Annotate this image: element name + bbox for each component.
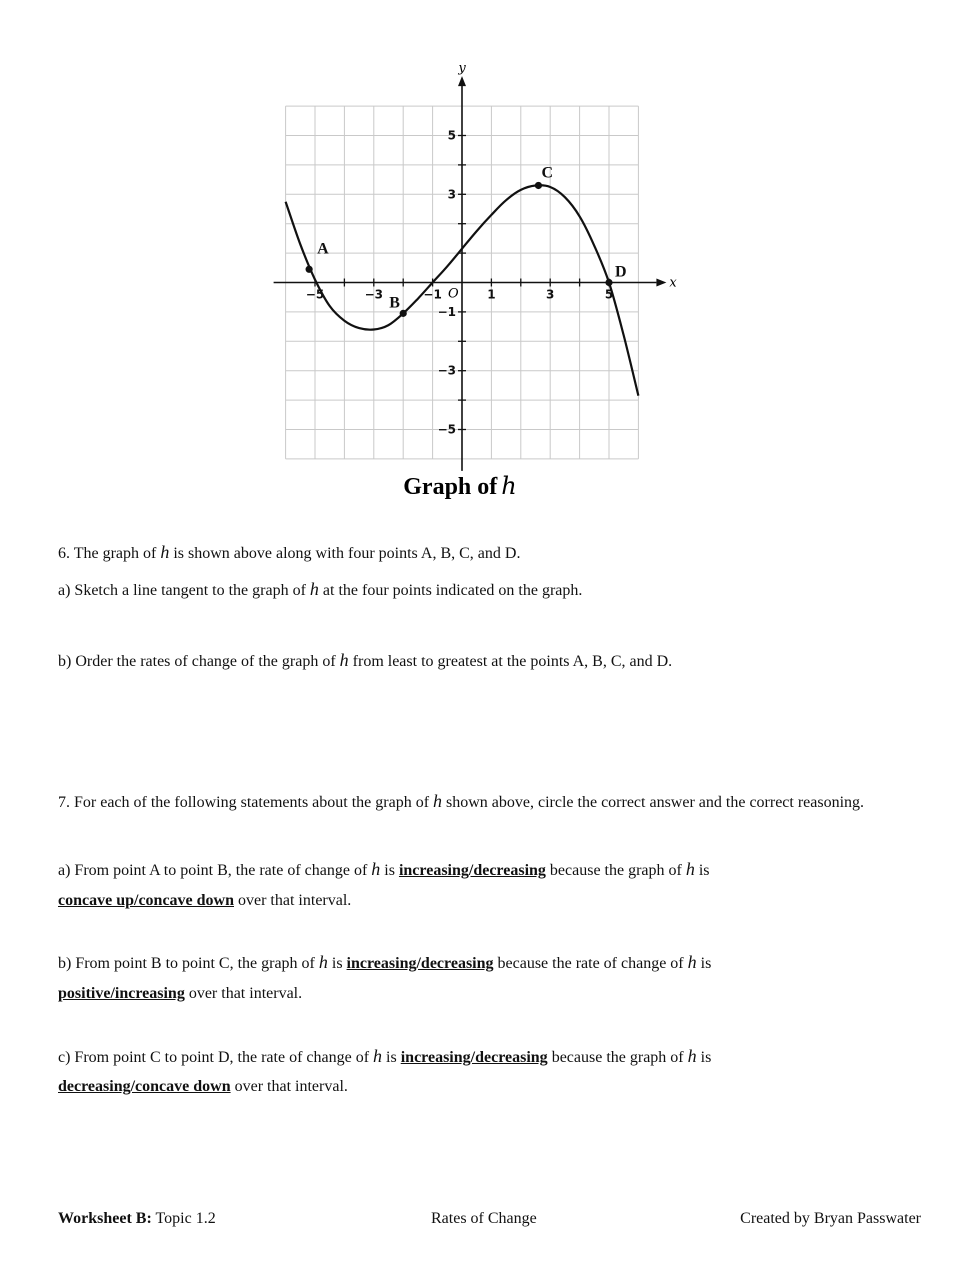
q7-c-line1 — [58, 1045, 711, 1069]
y-axis-label: y — [458, 61, 466, 77]
x-axis-label: x — [669, 275, 677, 291]
q7-c-p1: c) From point C to point D, the rate of change of — [58, 1049, 370, 1066]
x-tick-label: 3 — [546, 287, 555, 302]
x-tick-label: −3 — [364, 287, 384, 302]
chart-title-text: Graph of — [403, 474, 498, 500]
q7-a-p4: is — [698, 862, 710, 879]
q7-a-p2: is — [384, 862, 395, 879]
q7-a-v1: h — [371, 859, 381, 879]
point-label-b: B — [389, 294, 400, 312]
q7-b-p5: over that interval. — [188, 985, 303, 1002]
q7-a-p1: a) From point A to point B, the rate of change of — [58, 862, 368, 879]
q7-intro-post: shown above, circle the correct answer and the correct reasoning. — [446, 794, 865, 811]
footer-topic: Topic 1.2 — [155, 1210, 216, 1227]
q7-b-p3: because the rate of change of — [497, 955, 684, 972]
q6-intro-var: h — [160, 542, 170, 562]
q7-a-answer-2[interactable]: concave up/concave down — [58, 892, 234, 909]
q7-a-answer-1[interactable]: increasing/decreasing — [398, 862, 546, 879]
y-tick-label: −1 — [437, 304, 456, 319]
q6-b-pre: b) Order the rates of change of the graph of — [58, 653, 336, 670]
x-axis-arrow — [656, 279, 666, 287]
point-a — [306, 266, 313, 273]
q7-a-p5: over that interval. — [238, 892, 352, 909]
q7-a-line2 — [58, 890, 351, 912]
q7-b-line2 — [58, 983, 302, 1005]
point-c — [535, 182, 542, 189]
q7-intro — [58, 790, 898, 814]
q7-b-v1: h — [318, 952, 328, 972]
q7-a-v2: h — [685, 859, 695, 879]
q6-b-post: from least to greatest at the points A, B, C, and D. — [352, 653, 673, 670]
q6-intro-post: is shown above along with four points A, B, C, and D. — [173, 545, 521, 562]
q7-c-line2 — [58, 1076, 348, 1098]
q7-c-answer-1[interactable]: increasing/decreasing — [400, 1049, 548, 1066]
footer-title: Rates of Change — [431, 1210, 537, 1227]
q7-b-line1 — [58, 951, 711, 975]
q7-intro-var: h — [433, 791, 443, 811]
q6-a-post: at the four points indicated on the graph. — [322, 582, 583, 599]
footer — [58, 1210, 921, 1234]
chart-title-var: h — [501, 472, 517, 500]
q7-b-answer-1[interactable]: increasing/decreasing — [346, 955, 494, 972]
x-tick-label: −5 — [305, 287, 325, 302]
q7-b-p1: b) From point B to point C, the graph of — [58, 955, 315, 972]
labeled-points — [306, 164, 627, 316]
q7-b-p2: is — [331, 955, 343, 972]
x-tick-label: −1 — [423, 287, 442, 302]
y-axis-arrow — [458, 76, 466, 86]
q7-c-p2: is — [386, 1049, 397, 1066]
graph-of-h — [240, 60, 700, 510]
point-label-c: C — [541, 164, 554, 182]
point-b — [400, 310, 407, 317]
y-tick-label: −3 — [437, 363, 456, 378]
q7-c-p5: over that interval. — [234, 1078, 348, 1095]
q6-b-var: h — [339, 650, 349, 670]
q6-part-a — [58, 578, 582, 602]
q7-b-v2: h — [687, 952, 697, 972]
point-label-a: A — [317, 240, 329, 258]
y-tick-label: 5 — [447, 128, 456, 143]
q6-a-var: h — [309, 579, 319, 599]
q7-a-p3: because the graph of — [549, 862, 682, 879]
y-tick-label: 3 — [447, 187, 456, 202]
chart-title — [403, 472, 516, 500]
q7-b-p4: is — [700, 955, 712, 972]
x-tick-label: 5 — [604, 287, 614, 302]
q7-a-line1 — [58, 858, 710, 882]
q7-c-answer-2[interactable]: decreasing/concave down — [58, 1078, 231, 1095]
q7-c-p4: is — [700, 1049, 712, 1066]
q6-part-b — [58, 649, 672, 673]
footer-author: Created by Bryan Passwater — [740, 1210, 921, 1227]
q7-c-v2: h — [687, 1046, 697, 1066]
origin-label: O — [448, 286, 459, 302]
x-tick-label: 1 — [487, 287, 496, 302]
footer-worksheet-label: Worksheet B: — [58, 1210, 152, 1227]
point-d — [605, 279, 612, 286]
q6-a-pre: a) Sketch a line tangent to the graph of — [58, 582, 306, 599]
footer-worksheet — [58, 1210, 216, 1228]
q7-c-p3: because the graph of — [551, 1049, 684, 1066]
point-label-d: D — [615, 263, 627, 281]
q7-b-answer-2[interactable]: positive/increasing — [58, 985, 185, 1002]
y-tick-label: −5 — [437, 422, 456, 437]
q6-intro — [58, 541, 520, 565]
q7-intro-pre: 7. For each of the following statements about the graph of — [58, 794, 430, 811]
q7-c-v1: h — [373, 1046, 383, 1066]
q6-intro-pre: 6. The graph of — [58, 545, 157, 562]
